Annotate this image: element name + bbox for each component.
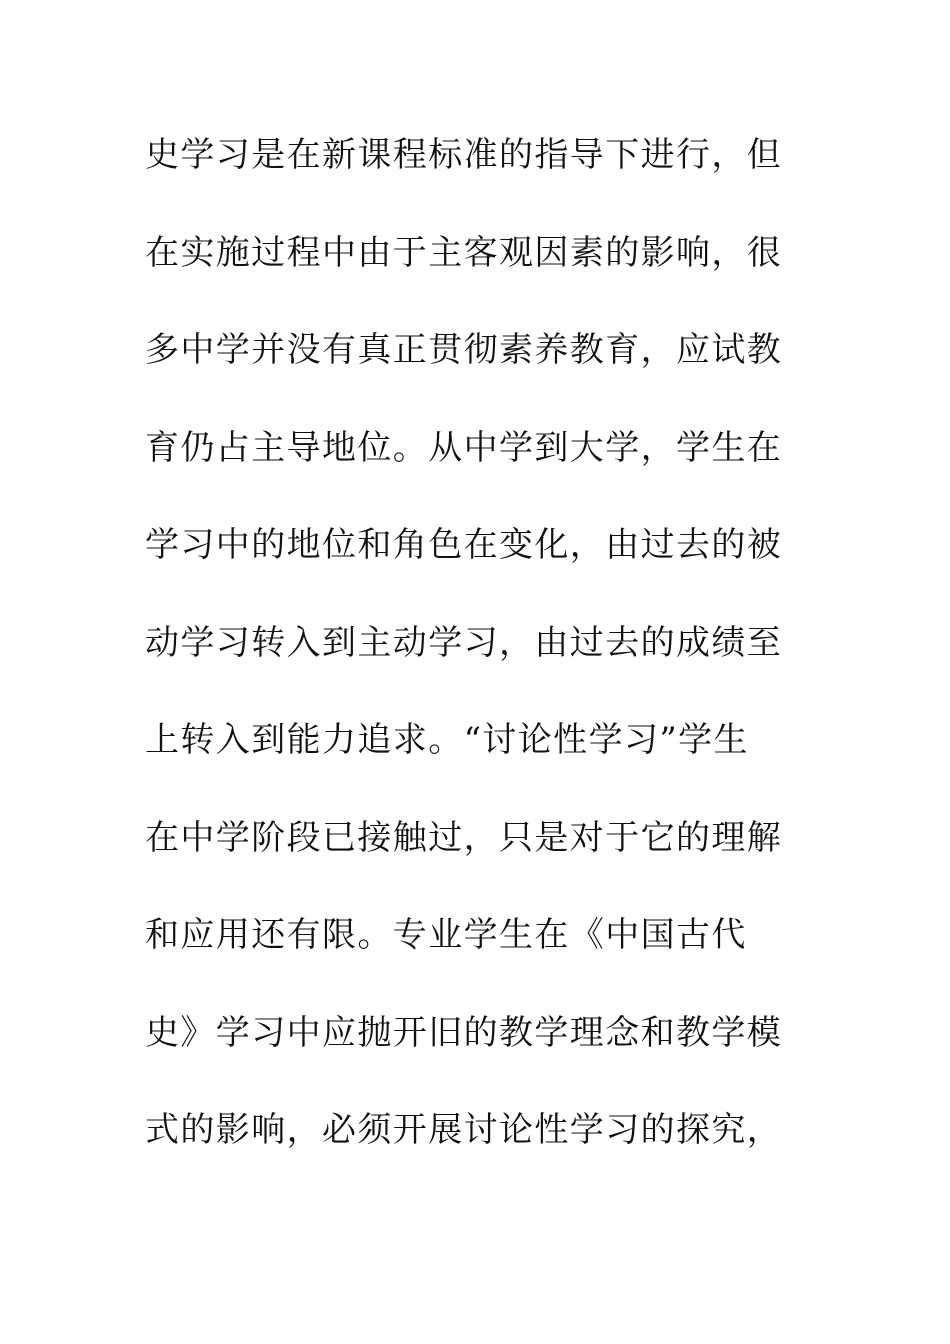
text-line: 在实施过程中由于主客观因素的影响，很 bbox=[145, 232, 783, 273]
text-line: 学习中的地位和角色在变化，由过去的被 bbox=[145, 525, 783, 565]
text-line: 多中学并没有真正贯彻素养教育，应试教 bbox=[145, 330, 783, 370]
text-line: 史》学习中应抛开旧的教学理念和教学模 bbox=[145, 1012, 783, 1053]
text-line: 上转入到能力追求。“讨论性学习”学生 bbox=[145, 720, 749, 760]
text-line: 动学习转入到主动学习，由过去的成绩至 bbox=[145, 622, 783, 663]
text-line: 育仍占主导地位。从中学到大学，学生在 bbox=[145, 427, 783, 468]
text-line: 和应用还有限。专业学生在《中国古代 bbox=[145, 915, 747, 955]
body-text bbox=[145, 124, 810, 1197]
text-line: 史学习是在新课程标准的指导下进行，但 bbox=[145, 135, 783, 175]
text-line: 在中学阶段已接触过，只是对于它的理解 bbox=[145, 817, 783, 858]
text-line: 式的影响，必须开展讨论性学习的探究， bbox=[145, 1110, 783, 1150]
